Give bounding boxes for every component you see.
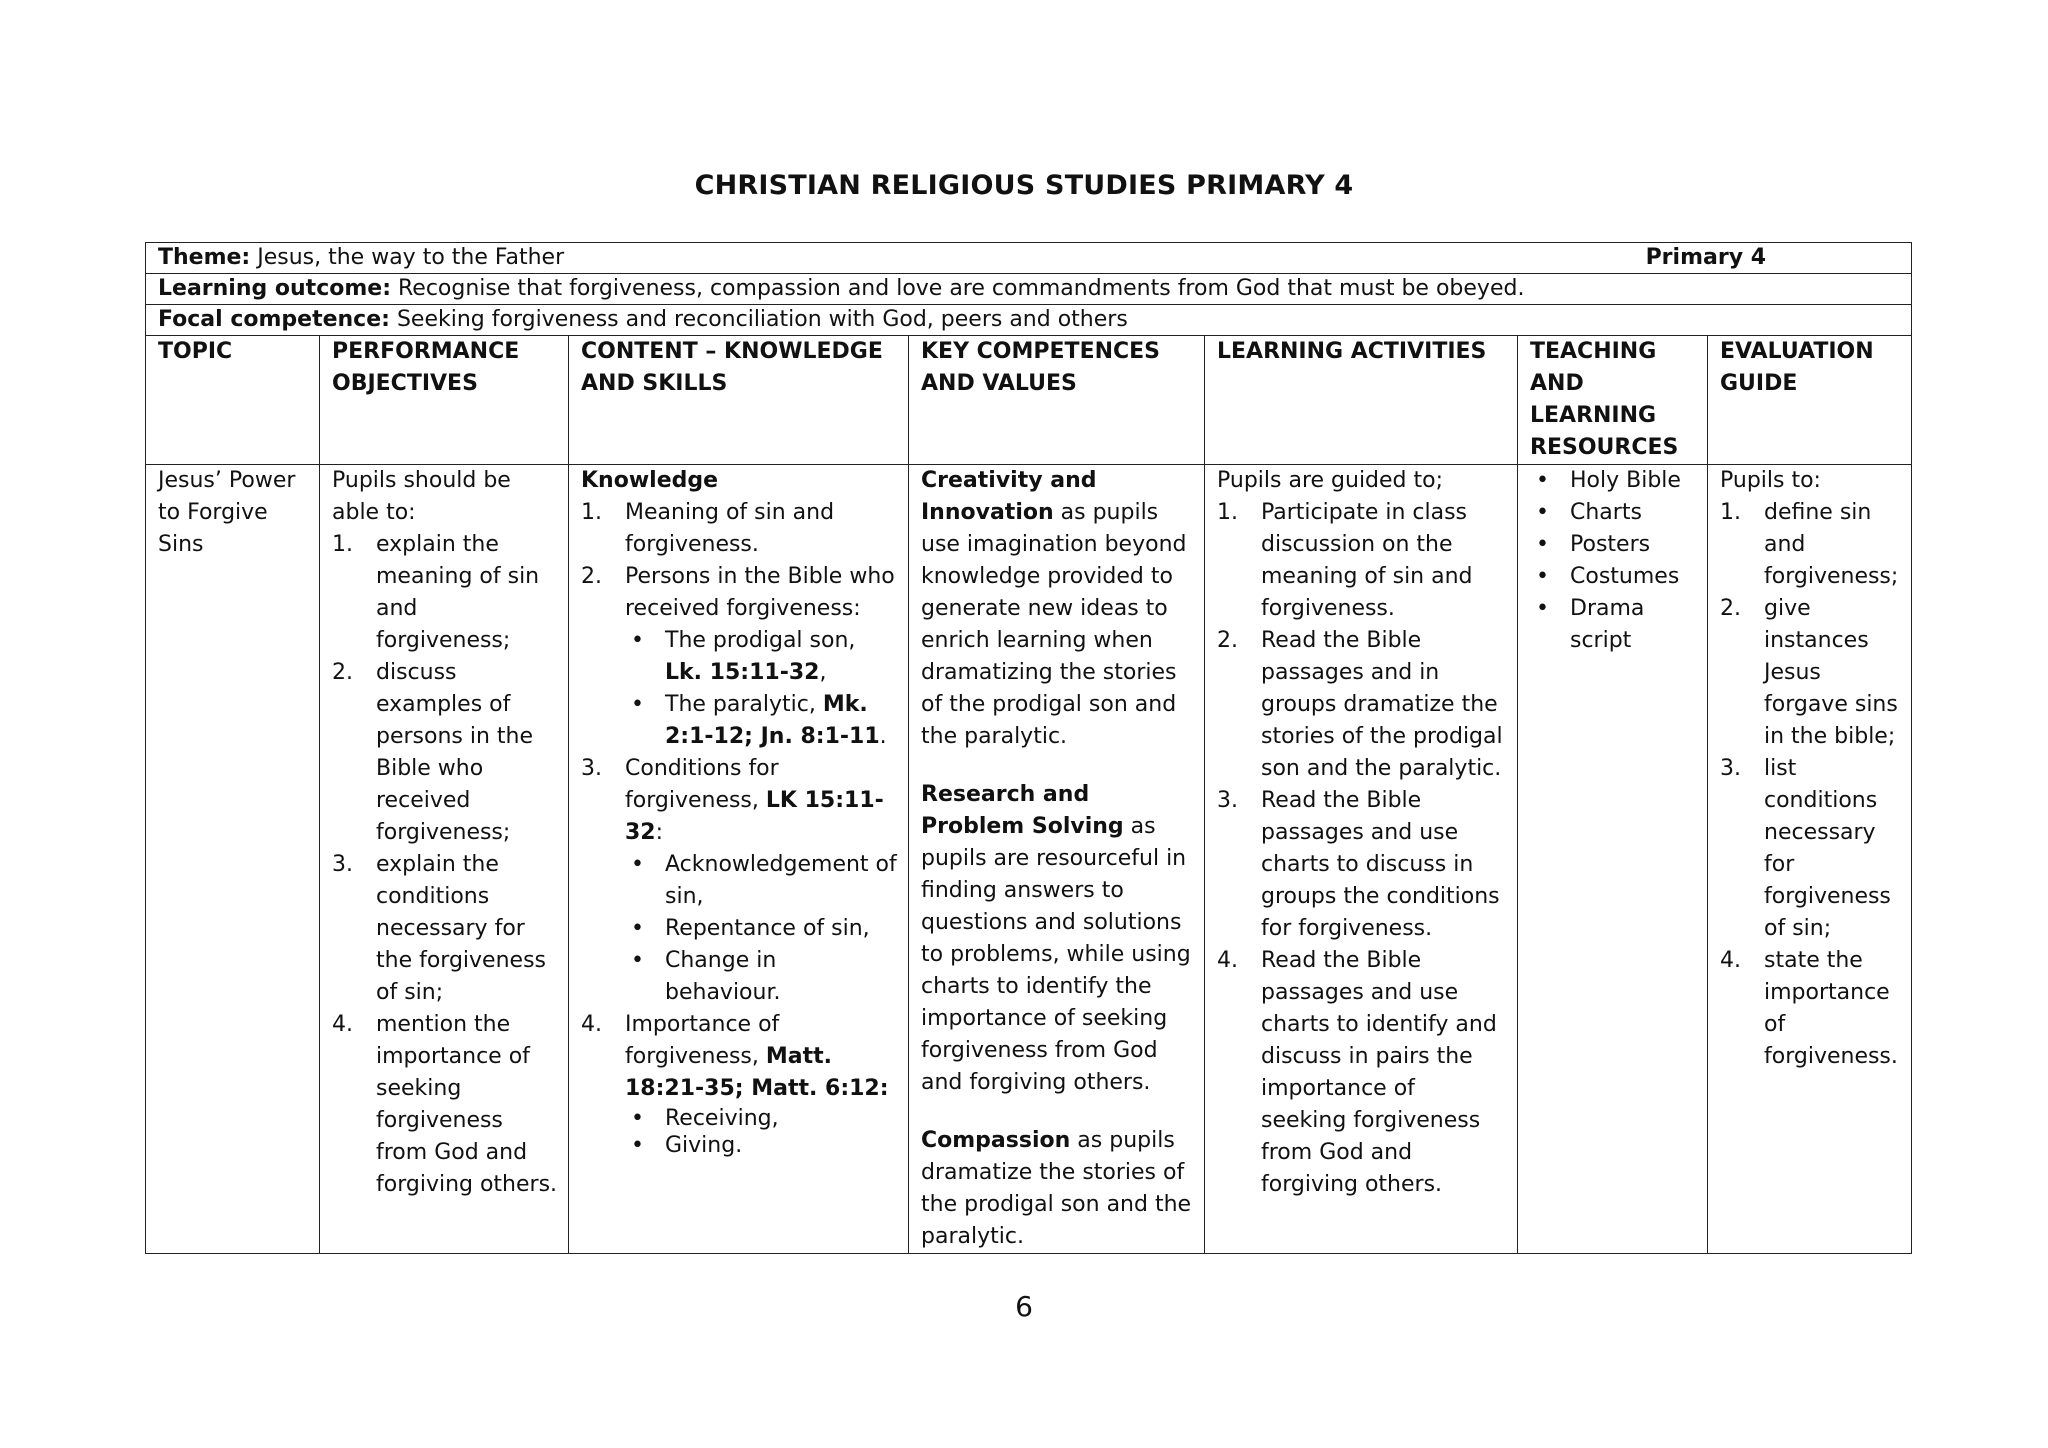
column-header-competences: KEY COMPETENCES AND VALUES (909, 336, 1205, 465)
resources-list (1530, 465, 1697, 657)
scripture-reference: Matt. 18:21-35; Matt. 6:12: (625, 1044, 889, 1101)
list-item: 3. explain the conditions necessary for the forgiveness of sin; (332, 852, 546, 1005)
column-header-evaluation: EVALUATION GUIDE (1708, 336, 1912, 465)
list-item: • Charts (1536, 500, 1642, 525)
activities-intro: Pupils are guided to; (1217, 468, 1444, 493)
objectives-list (332, 529, 558, 1201)
list-item: • The paralytic, Mk. 2:1-12; Jn. 8:1-11. (631, 692, 887, 749)
list-item: 4. Importance of forgiveness, Matt. 18:21-35; Matt. 6:12: (581, 1012, 889, 1101)
list-item: 1. explain the meaning of sin and forgiveness; (332, 532, 540, 653)
importance-bullet-list (625, 1105, 898, 1159)
focal-competence-value: Seeking forgiveness and reconciliation with God, peers and others (396, 307, 1128, 332)
list-item: 4. state the importance of forgiveness. (1720, 948, 1898, 1069)
topic-cell (146, 465, 320, 1254)
scripture-reference: LK 15:11-32 (625, 788, 884, 845)
list-item: 3. Conditions for forgiveness, LK 15:11-32: (581, 756, 884, 845)
level-label: Primary 4 (1645, 245, 1767, 270)
column-header-topic: TOPIC (146, 336, 320, 465)
activities-list (1217, 497, 1507, 1201)
list-item: • Repentance of sin, (631, 916, 870, 941)
list-item: 4. mention the importance of seeking forgiveness from God and forgiving others. (332, 1012, 558, 1197)
list-item: 1. define sin and forgiveness; (1720, 500, 1899, 589)
scheme-of-work-table (145, 242, 1912, 1254)
theme-label: Theme: (158, 245, 251, 270)
content-list (581, 497, 898, 625)
list-item: 3. list conditions necessary for forgiveness of sin; (1720, 756, 1891, 941)
focal-competence-label: Focal competence: (158, 307, 390, 332)
list-item: • Giving. (631, 1133, 743, 1158)
page-number: 6 (1015, 1290, 1033, 1323)
competence-paragraph: Research and Problem Solving as pupils are resourceful in finding answers to questions and solutions to problems, while using charts to identify the importance of seeking forgiveness from God and forgiving others. (921, 782, 1191, 1095)
resources-cell (1518, 465, 1708, 1254)
competences-cell (909, 465, 1205, 1254)
competence-paragraph: Creativity and Innovation as pupils use imagination beyond knowledge provided to generate new ideas to enrich learning when dramatizing the stories of the prodigal son and the paralytic. (921, 468, 1187, 749)
activities-cell (1205, 465, 1518, 1254)
topic-text: Jesus’ Power to Forgive Sins (158, 468, 296, 557)
evaluation-cell (1708, 465, 1912, 1254)
theme-value: Jesus, the way to the Father (257, 245, 565, 270)
list-item: • Acknowledgement of sin, (631, 852, 897, 909)
content-cell (569, 465, 909, 1254)
objectives-intro: Pupils should be able to: (332, 468, 511, 525)
column-header-resources: TEACHING AND LEARNING RESOURCES (1518, 336, 1708, 465)
list-item: 4. Read the Bible passages and use charts to identify and discuss in pairs the importance of seeking forgiveness from God and forgiving others. (1217, 948, 1497, 1197)
learning-outcome-value: Recognise that forgiveness, compassion and love are commandments from God that must be obeyed. (398, 276, 1525, 301)
list-item: 1. Participate in class discussion on the meaning of sin and forgiveness. (1217, 500, 1473, 621)
list-item: • Change in behaviour. (631, 948, 781, 1005)
column-header-objectives: PERFORMANCE OBJECTIVES (320, 336, 569, 465)
list-item: 2. give instances Jesus forgave sins in the bible; (1720, 596, 1898, 749)
scripture-reference: Mk. 2:1-12; Jn. 8:1-11 (665, 692, 880, 749)
learning-outcome-row (146, 274, 1912, 305)
objectives-cell (320, 465, 569, 1254)
learning-outcome-cell (146, 274, 1912, 305)
list-item: 1. Meaning of sin and forgiveness. (581, 500, 835, 557)
learning-outcome-label: Learning outcome: (158, 276, 391, 301)
theme-row (146, 243, 1912, 274)
conditions-bullet-list (625, 849, 898, 1009)
focal-competence-row (146, 305, 1912, 336)
list-item: 2. Persons in the Bible who received forgiveness: (581, 564, 895, 621)
persons-bullet-list (625, 625, 898, 753)
scripture-reference: Lk. 15:11-32 (665, 660, 820, 685)
theme-cell (146, 243, 1912, 274)
competence-paragraph: Compassion as pupils dramatize the stories of the prodigal son and the paralytic. (921, 1128, 1192, 1249)
topic-row (146, 465, 1912, 1254)
content-list-continued (581, 753, 898, 849)
list-item: • Drama script (1536, 596, 1645, 653)
list-item: 2. discuss examples of persons in the Bible who received forgiveness; (332, 660, 534, 845)
column-header-activities: LEARNING ACTIVITIES (1205, 336, 1518, 465)
evaluation-intro: Pupils to: (1720, 468, 1821, 493)
evaluation-list (1720, 497, 1901, 1073)
focal-competence-cell (146, 305, 1912, 336)
list-item: • Holy Bible (1536, 468, 1681, 493)
content-list-final (581, 1009, 898, 1105)
page-title: CHRISTIAN RELIGIOUS STUDIES PRIMARY 4 (694, 170, 1354, 201)
content-heading: Knowledge (581, 468, 719, 493)
column-header-content: CONTENT – KNOWLEDGE AND SKILLS (569, 336, 909, 465)
list-item: 2. Read the Bible passages and in groups dramatize the stories of the prodigal son and the paralytic. (1217, 628, 1503, 781)
list-item: • Posters (1536, 532, 1651, 557)
list-item: • The prodigal son, Lk. 15:11-32, (631, 628, 856, 685)
list-item: • Receiving, (631, 1106, 779, 1131)
list-item: • Costumes (1536, 564, 1680, 589)
list-item: 3. Read the Bible passages and use charts to discuss in groups the conditions for forgiveness. (1217, 788, 1500, 941)
column-header-row (146, 336, 1912, 465)
